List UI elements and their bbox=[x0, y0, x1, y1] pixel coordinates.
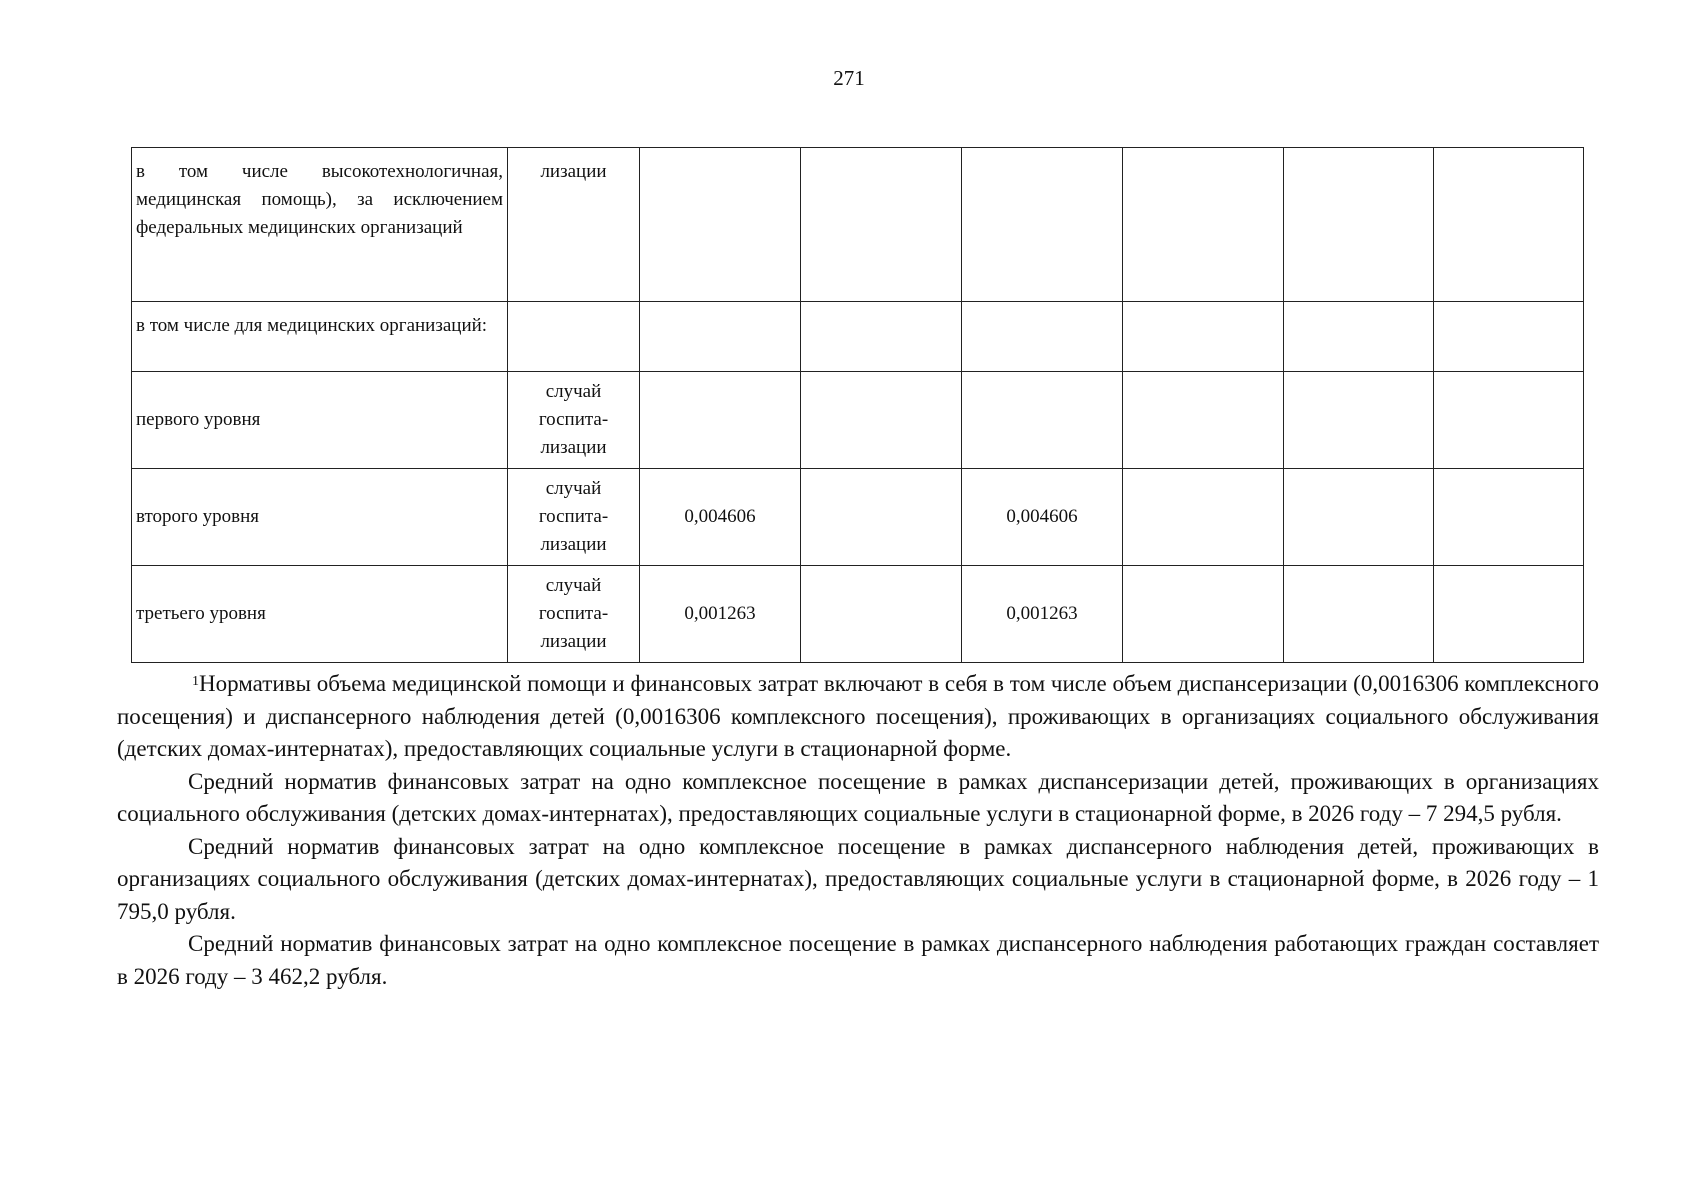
paragraph: Средний норматив финансовых затрат на одно комплексное посещение в рамках диспансеризации детей, проживающих в организациях социального обслуживания (детских домах-интернатах), предоставляющих социальные услуги в стационарной форме, в 2026 году – 7 294,5 рубля. bbox=[117, 768, 1599, 826]
value-cell: 0,004606 bbox=[640, 469, 801, 566]
value-cell bbox=[1284, 302, 1434, 372]
norms-table bbox=[131, 147, 1584, 663]
value-cell bbox=[1284, 148, 1434, 302]
row-unit-cell bbox=[508, 302, 640, 372]
row-unit-cell: случай госпита-лизации bbox=[508, 372, 640, 469]
value-cell bbox=[1284, 566, 1434, 663]
row-name-cell: в том числе высокотехнологичная, медицинская помощь), за исключением федеральных медицинских организаций bbox=[132, 148, 508, 302]
value-cell bbox=[962, 148, 1123, 302]
value-cell: 0,001263 bbox=[640, 566, 801, 663]
row-unit-cell: случай госпита-лизации bbox=[508, 469, 640, 566]
row-unit-cell: случай госпита-лизации bbox=[508, 566, 640, 663]
value-cell bbox=[1434, 566, 1584, 663]
table-row bbox=[132, 148, 1584, 302]
value-cell bbox=[801, 566, 962, 663]
value-cell: 0,001263 bbox=[962, 566, 1123, 663]
value-cell bbox=[1434, 372, 1584, 469]
table-row bbox=[132, 469, 1584, 566]
value-cell bbox=[1434, 302, 1584, 372]
row-name-cell: второго уровня bbox=[132, 469, 508, 566]
value-cell bbox=[640, 148, 801, 302]
value-cell bbox=[1123, 566, 1284, 663]
value-cell bbox=[640, 302, 801, 372]
value-cell bbox=[801, 302, 962, 372]
value-cell bbox=[1434, 148, 1584, 302]
value-cell bbox=[962, 302, 1123, 372]
row-name-cell: третьего уровня bbox=[132, 566, 508, 663]
row-name-cell: первого уровня bbox=[132, 372, 508, 469]
table-row bbox=[132, 302, 1584, 372]
value-cell bbox=[1284, 372, 1434, 469]
value-cell bbox=[1123, 148, 1284, 302]
value-cell bbox=[1434, 469, 1584, 566]
value-cell bbox=[801, 148, 962, 302]
table-row bbox=[132, 566, 1584, 663]
value-cell bbox=[1284, 469, 1434, 566]
row-name-cell: в том числе для медицинских организаций: bbox=[132, 302, 508, 372]
footnote-text: Нормативы объема медицинской помощи и финансовых затрат включают в себя в том числе объем диспансеризации (0,0016306 комплексного посещения) и диспансерного наблюдения детей (0,0016306 комплексного посещения), проживающих в организациях социального обслуживания (детских домах-интернатах), предоставляющих социальные услуги в стационарной форме. bbox=[117, 671, 1599, 761]
value-cell bbox=[962, 372, 1123, 469]
paragraph: Средний норматив финансовых затрат на одно комплексное посещение в рамках диспансерного наблюдения работающих граждан составляет в 2026 году – 3 462,2 рубля. bbox=[117, 931, 1599, 989]
value-cell bbox=[640, 372, 801, 469]
value-cell bbox=[801, 372, 962, 469]
footnote-mark: 1 bbox=[192, 674, 199, 689]
page-number: 271 bbox=[833, 66, 865, 90]
value-cell: 0,004606 bbox=[962, 469, 1123, 566]
paragraph: Средний норматив финансовых затрат на одно комплексное посещение в рамках диспансерного наблюдения детей, проживающих в организациях социального обслуживания (детских домах-интернатах), предоставляющих социальные услуги в стационарной форме, в 2026 году – 1 795,0 рубля. bbox=[117, 833, 1599, 924]
value-cell bbox=[801, 469, 962, 566]
value-cell bbox=[1123, 372, 1284, 469]
footnote bbox=[117, 668, 1599, 766]
value-cell bbox=[1123, 302, 1284, 372]
table-row bbox=[132, 372, 1584, 469]
row-unit-cell: лизации bbox=[508, 148, 640, 302]
value-cell bbox=[1123, 469, 1284, 566]
notes-section bbox=[117, 668, 1599, 993]
